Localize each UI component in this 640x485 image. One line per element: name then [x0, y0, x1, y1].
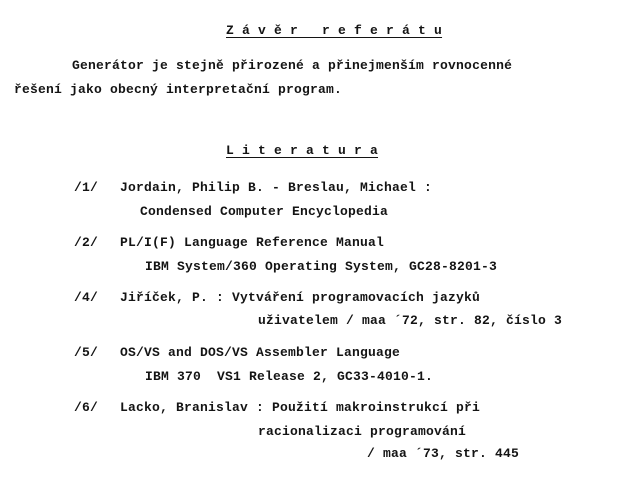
entry-2-line-2: IBM System/360 Operating System, GC28-8201-3 — [145, 259, 498, 274]
entry-5-line-2: racionalizaci programování — [258, 424, 467, 439]
conclusion-heading: Z á v ě r r e f e r á t u — [226, 23, 443, 38]
entry-5-line-3: / maa ´73, str. 445 — [367, 446, 520, 461]
entry-1-number: /1/ — [74, 180, 99, 195]
entry-4-line-1: OS/VS and DOS/VS Assembler Language — [120, 345, 401, 360]
entry-3-line-2: uživatelem / maa ´72, str. 82, číslo 3 — [258, 313, 563, 328]
entry-5-number: /6/ — [74, 400, 99, 415]
conclusion-text-line-1: Generátor je stejně přirozené a přinejmenším rovnocenné — [72, 58, 513, 73]
entry-4-number: /5/ — [74, 345, 99, 360]
entry-2-number: /2/ — [74, 235, 99, 250]
entry-1-line-1: Jordain, Philip B. - Breslau, Michael : — [120, 180, 433, 195]
entry-1-line-2: Condensed Computer Encyclopedia — [140, 204, 389, 219]
entry-3-number: /4/ — [74, 290, 99, 305]
entry-2-line-1: PL/I(F) Language Reference Manual — [120, 235, 385, 250]
entry-3-line-1: Jiříček, P. : Vytváření programovacích jazyků — [120, 290, 481, 305]
entry-4-line-2: IBM 370 VS1 Release 2, GC33-4010-1. — [145, 369, 434, 384]
conclusion-text-line-2: řešení jako obecný interpretační program. — [14, 82, 343, 97]
entry-5-line-1: Lacko, Branislav : Použití makroinstrukcí při — [120, 400, 481, 415]
literature-heading: L i t e r a t u r a — [226, 143, 379, 158]
